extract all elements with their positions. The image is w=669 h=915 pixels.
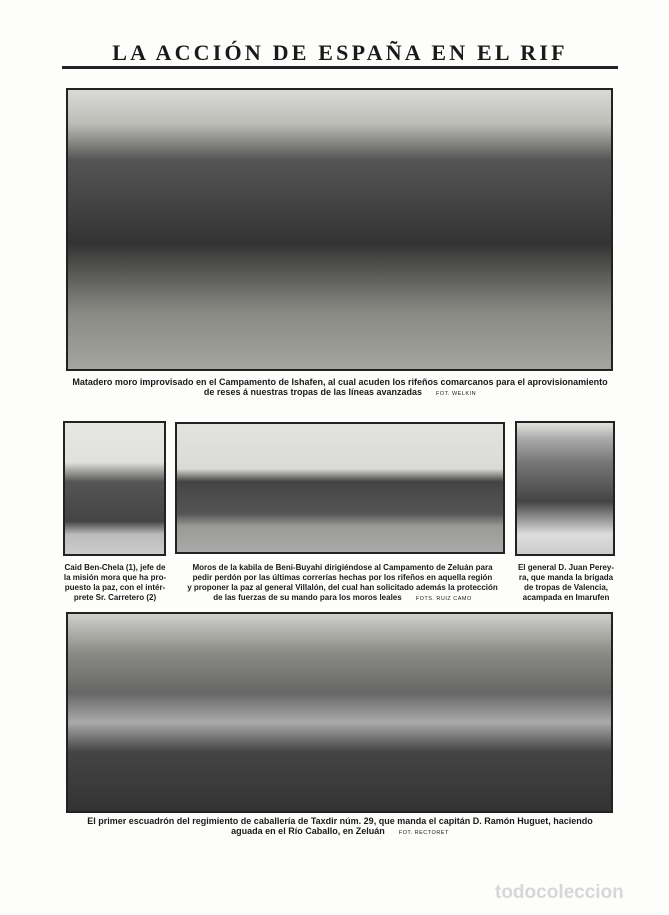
caption-line: ra, que manda la brigada — [518, 573, 614, 582]
caption-line: puesto la paz, con el intér- — [64, 583, 166, 592]
caption-line: Moros de la kabila de Beni-Buyahi dirigiéndose al Campamento de Zeluán para — [192, 563, 493, 572]
caption-left — [60, 563, 170, 603]
caption-line: y proponer la paz al general Villalón, del cual han solicitado además la protección — [187, 583, 498, 592]
photo-credit: FOT. WELKIN — [436, 391, 477, 397]
photo-credit: FOTS. RUIZ CAMO — [415, 596, 472, 602]
photo-moros-beni-buyahi — [175, 422, 505, 554]
caption-bottom — [55, 816, 625, 838]
caption-line: Matadero moro improvisado en el Campamento de Ishafen, al cual acuden los rifeños comarcanos para el aprovisionamiento — [72, 377, 608, 387]
photo-cavalry-squadron — [66, 612, 613, 813]
caption-line: pedir perdón por las últimas correrías hechas por los rifeños en aquella región — [192, 573, 493, 582]
caption-right — [512, 563, 620, 603]
caption-line: de las fuerzas de su mando para los moros leales — [213, 593, 402, 602]
photo-general-pereyra — [515, 421, 615, 556]
caption-line: Caid Ben-Chela (1), jefe de — [64, 563, 166, 572]
caption-line: El general D. Juan Perey- — [517, 563, 615, 572]
photo-credit: FOT. RECTORET — [398, 830, 449, 836]
page-title: LA ACCIÓN DE ESPAÑA EN EL RIF — [112, 40, 568, 65]
caption-line: de reses á nuestras tropas de las líneas avanzadas — [203, 387, 423, 397]
caption-line: de tropas de Valencia, — [523, 583, 609, 592]
caption-line: prete Sr. Carretero (2) — [73, 593, 157, 602]
caption-line: aguada en el Río Caballo, en Zeluán — [231, 826, 385, 836]
photo-caid-ben-chela — [63, 421, 166, 556]
photo-slaughterhouse — [66, 88, 613, 371]
caption-line: El primer escuadrón del regimiento de caballería de Taxdir núm. 29, que manda el capitán D. Ramón Huguet, haciendo — [87, 816, 593, 826]
caption-center — [175, 563, 510, 604]
caption-line: acampada en Imarufen — [522, 593, 610, 602]
title-rule — [62, 66, 618, 69]
caption-line: la misión mora que ha pro- — [63, 573, 167, 582]
caption-top — [60, 377, 620, 399]
watermark: todocoleccion — [495, 882, 624, 903]
